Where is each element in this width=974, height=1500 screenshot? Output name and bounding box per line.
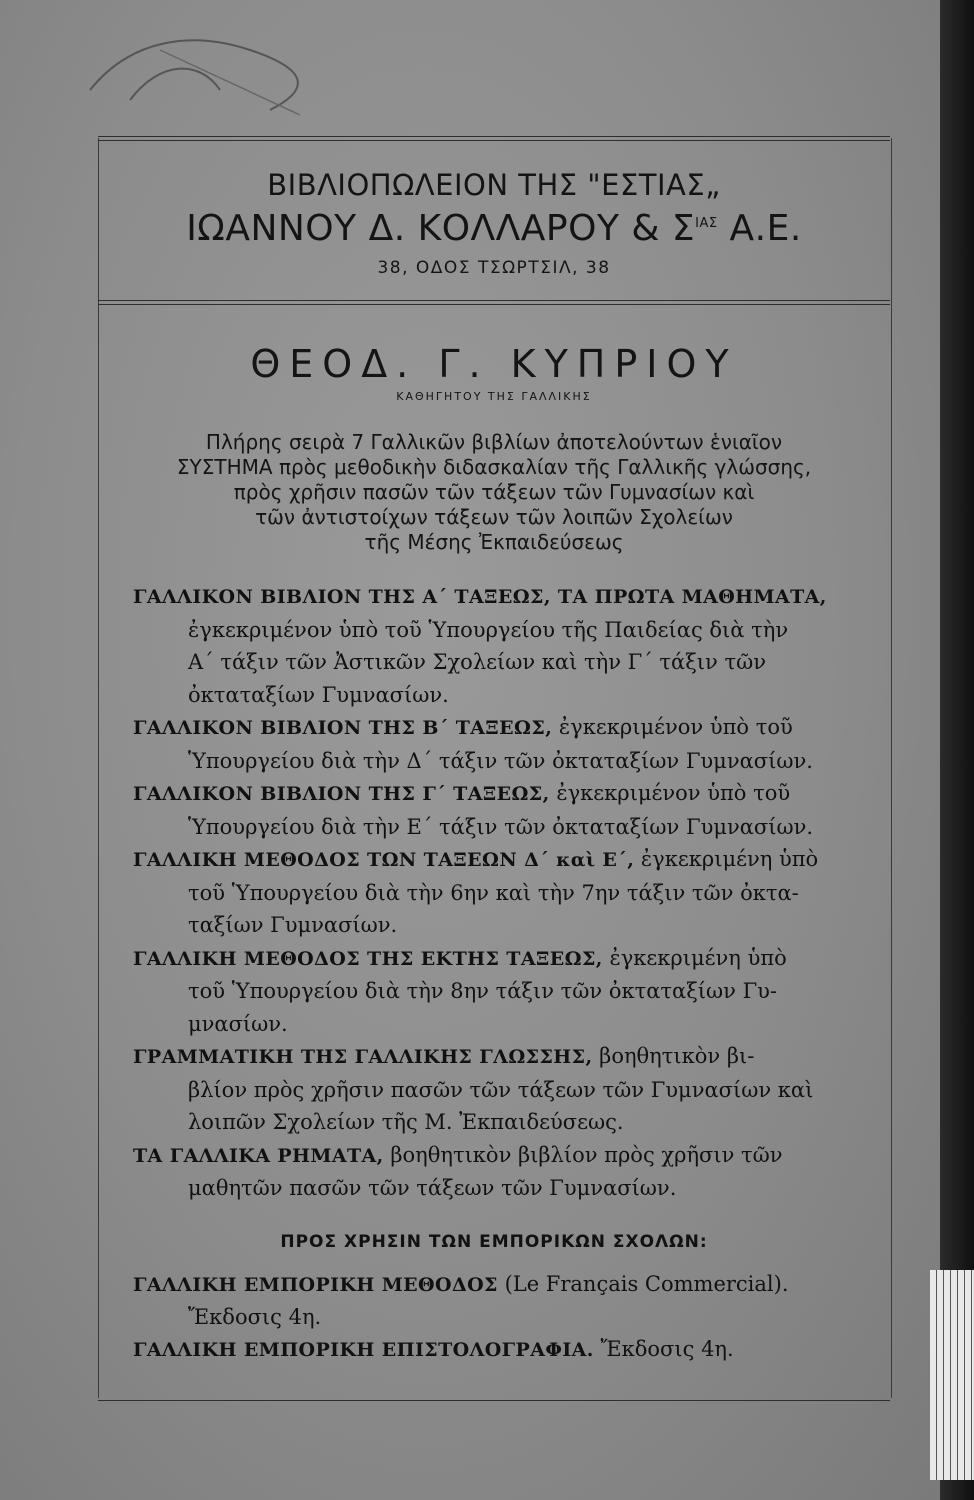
book-desc-line: ὀκταταξίων Γυμνασίων. <box>188 682 449 707</box>
publisher-company-main: ΙΩΑΝΝΟΥ Δ. ΚΟΛΛΑΡΟΥ & Σ <box>186 208 696 249</box>
book-title: ΓΑΛΛΙΚΟΝ ΒΙΒΛΙΟΝ ΤΗΣ Β΄ ΤΑΞΕΩΣ, <box>133 717 553 739</box>
book-title: ΓΡΑΜΜΑΤΙΚΗ ΤΗΣ ΓΑΛΛΙΚΗΣ ΓΛΩΣΣΗΣ, <box>133 1046 593 1068</box>
book-desc: ἐγκεκριμένη ὑπὸ <box>602 945 787 970</box>
book-title: ΤΑ ΓΑΛΛΙΚΑ ΡΗΜΑΤΑ, <box>133 1144 384 1167</box>
publisher-company <box>98 208 890 249</box>
handwritten-mark <box>70 20 330 130</box>
book-desc-line: βλίον πρὸς χρῆσιν πασῶν τῶν τάξεων τῶν Γυμνασίων καὶ <box>188 1077 814 1102</box>
intro-line: τῆς Μέσης Ἐκπαιδεύσεως <box>364 530 624 554</box>
library-barcode-label <box>930 1270 974 1480</box>
series-description <box>98 430 890 555</box>
publisher-address: 38, ΟΔΟΣ ΤΣΩΡΤΣΙΛ, 38 <box>377 258 611 278</box>
author-name: ΘΕΟΔ. Γ. ΚΥΠΡΙΟΥ <box>250 342 738 386</box>
book-desc-line: τοῦ Ὑπουργείου διὰ τὴν 6ην καὶ τὴν 7ην τάξιν τῶν ὀκτα- <box>188 880 799 905</box>
intro-line: τῶν ἀντιστοίχων τάξεων τῶν λοιπῶν Σχολείων <box>255 505 733 529</box>
author-title: ΚΑΘΗΓΗΤΟΥ ΤΗΣ ΓΑΛΛΙΚΗΣ <box>396 390 592 403</box>
book-title: ΓΑΛΛΙΚΗ ΜΕΘΟΔΟΣ ΤΗΣ ΕΚΤΗΣ ΤΑΞΕΩΣ, <box>133 947 603 970</box>
book-desc-line: λοιπῶν Σχολείων τῆς Μ. Ἐκπαιδεύσεως. <box>188 1110 624 1134</box>
book-title: ΓΑΛΛΙΚΗ ΕΜΠΟΡΙΚΗ ΜΕΘΟΔΟΣ <box>133 1274 498 1296</box>
publisher-company-end: Α.Ε. <box>717 208 802 249</box>
book-desc: ἐγκεκριμένον ὑπὸ τοῦ <box>549 781 791 805</box>
book-desc-line: ἐγκεκριμένον ὑπὸ τοῦ Ὑπουργείου τῆς Παιδείας διὰ τὴν <box>188 617 789 642</box>
book-desc: Ἔκδοσις 4η. <box>593 1337 734 1361</box>
book-entry <box>133 1040 853 1139</box>
book-desc-line: Ὑπουργείου διὰ τὴν Ε΄ τάξιν τῶν ὀκταταξίων Γυμνασίων. <box>188 814 814 839</box>
book-title: ΓΑΛΛΙΚΗ ΕΜΠΟΡΙΚΗ ΕΠΙΣΤΟΛΟΓΡΑΦΙΑ. <box>133 1339 594 1361</box>
bottom-rule <box>98 1400 890 1401</box>
intro-line: πρὸς χρῆσιν πασῶν τῶν τάξεων τῶν Γυμνασίων καὶ <box>233 480 755 504</box>
commercial-schools-heading: ΠΡΟΣ ΧΡΗΣΙΝ ΤΩΝ ΕΜΠΟΡΙΚΩΝ ΣΧΟΛΩΝ: <box>280 1232 708 1252</box>
book-desc-line: Ἔκδοσις 4η. <box>188 1305 322 1329</box>
book-entry <box>133 942 853 1041</box>
book-desc-line: ταξίων Γυμνασίων. <box>188 913 398 937</box>
book-title: ΓΑΛΛΙΚΟΝ ΒΙΒΛΙΟΝ ΤΗΣ Γ΄ ΤΑΞΕΩΣ, <box>133 783 550 805</box>
book-entry <box>133 777 853 843</box>
publisher-divider <box>98 300 890 305</box>
book-desc-line: τοῦ Ὑπουργείου διὰ τὴν 8ην τάξιν τῶν ὀκταταξίων Γυ- <box>188 979 778 1003</box>
commercial-book-list <box>133 1268 853 1366</box>
book-desc-line: Α΄ τάξιν τῶν Ἀστικῶν Σχολείων καὶ τὴν Γ΄ τάξιν τῶν <box>188 650 766 674</box>
book-desc-line: Ὑπουργείου διὰ τὴν Δ΄ τάξιν τῶν ὀκταταξίων Γυμνασίων. <box>188 748 813 773</box>
book-desc: βοηθητικὸν βιβλίον πρὸς χρῆσιν τῶν <box>383 1142 783 1167</box>
publisher-company-sup: ΙΑΣ <box>695 216 718 231</box>
book-entry <box>133 1139 853 1205</box>
book-entry <box>133 1268 853 1333</box>
publisher-name: ΒΙΒΛΙΟΠΩΛΕΙΟΝ ΤΗΣ "ΕΣΤΙΑΣ„ <box>267 168 721 202</box>
intro-line: ΣΥΣΤΗΜΑ πρὸς μεθοδικὴν διδασκαλίαν τῆς Γαλλικῆς γλώσσης, <box>176 455 812 479</box>
book-entry <box>133 843 853 942</box>
book-list <box>133 580 853 1205</box>
book-desc: ἐγκεκριμένον ὑπὸ τοῦ <box>552 715 793 739</box>
book-entry <box>133 711 853 777</box>
book-desc: ἐγκεκριμένη ὑπὸ <box>634 847 819 871</box>
book-desc-line: μαθητῶν πασῶν τῶν τάξεων τῶν Γυμνασίων. <box>188 1176 677 1200</box>
top-rule <box>98 136 890 141</box>
intro-line: Πλήρης σειρὰ 7 Γαλλικῶν βιβλίων ἀποτελούντων ἑνιαῖον <box>205 430 783 454</box>
book-desc: βοηθητικὸν βι- <box>592 1044 755 1068</box>
book-entry <box>133 1333 853 1366</box>
book-title: ΓΑΛΛΙΚΗ ΜΕΘΟΔΟΣ ΤΩΝ ΤΑΞΕΩΝ Δ΄ καὶ Ε΄, <box>133 849 635 871</box>
book-title: ΓΑΛΛΙΚΟΝ ΒΙΒΛΙΟΝ ΤΗΣ Α΄ ΤΑΞΕΩΣ, ΤΑ ΠΡΩΤΑ ΜΑΘΗΜΑΤΑ, <box>133 586 827 608</box>
book-desc-line: μνασίων. <box>188 1011 288 1036</box>
book-desc: (Le Français Commercial). <box>497 1272 789 1296</box>
book-entry <box>133 580 853 711</box>
